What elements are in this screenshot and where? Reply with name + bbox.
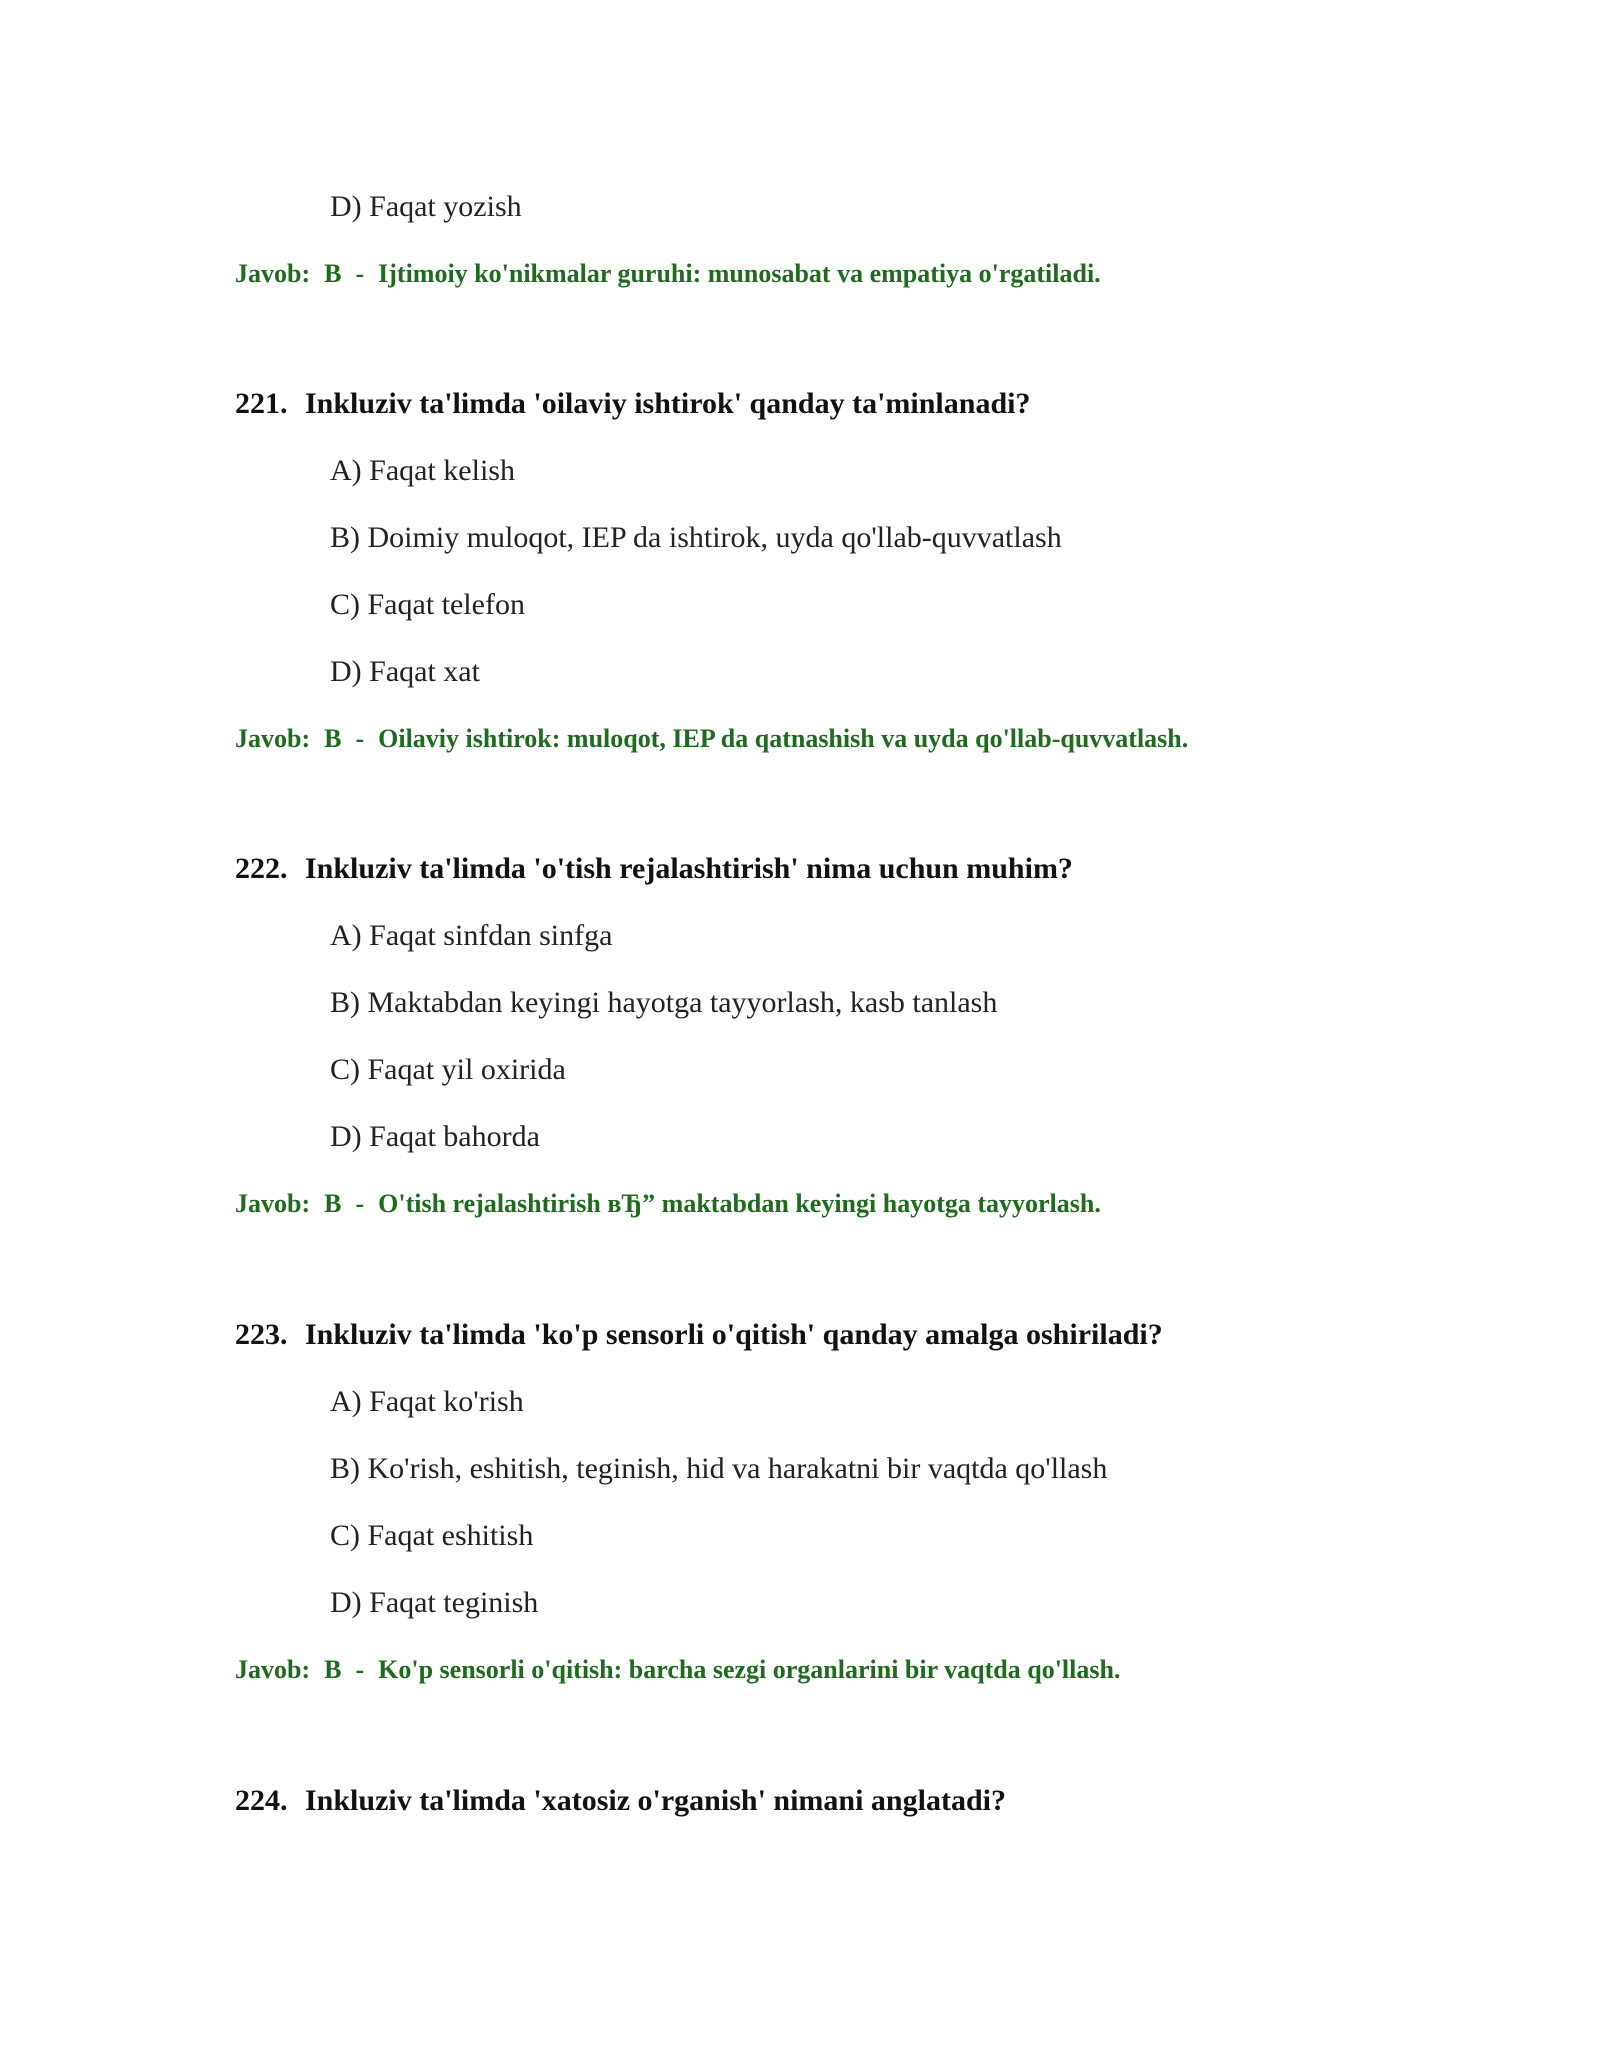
question-221: [235, 389, 1030, 419]
answer-separator: -: [355, 1189, 365, 1218]
question-223: [235, 1320, 1163, 1350]
answer-separator: -: [355, 724, 365, 753]
option-c: C) Faqat telefon: [330, 588, 525, 621]
option-b: B) Doimiy muloqot, IEP da ishtirok, uyda qo'llab-quvvatlash: [330, 521, 1062, 554]
option-a: A) Faqat sinfdan sinfga: [330, 919, 613, 952]
option-d: D) Faqat bahorda: [330, 1120, 540, 1153]
answer-letter: B: [324, 1189, 342, 1218]
answer-letter: B: [324, 259, 342, 288]
answer-line: [235, 261, 1101, 287]
answer-letter: B: [324, 1655, 342, 1684]
question-number: 224.: [235, 1784, 288, 1817]
option-a: A) Faqat kelish: [330, 454, 515, 487]
answer-text: O'tish rejalashtirish вЂ” maktabdan keyingi hayotga tayyorlash.: [378, 1189, 1101, 1218]
answer-label: Javob:: [235, 1655, 311, 1684]
answer-text: Oilaviy ishtirok: muloqot, IEP da qatnashish va uyda qo'llab-quvvatlash.: [378, 724, 1189, 753]
question-224: [235, 1786, 1006, 1816]
answer-text: Ko'p sensorli o'qitish: barcha sezgi organlarini bir vaqtda qo'llash.: [378, 1655, 1121, 1684]
option-d: D) Faqat xat: [330, 655, 480, 688]
option-b: B) Maktabdan keyingi hayotga tayyorlash, kasb tanlash: [330, 986, 998, 1019]
question-text: Inkluziv ta'limda 'ko'p sensorli o'qitish' qanday amalga oshiriladi?: [305, 1318, 1163, 1351]
option-a: A) Faqat ko'rish: [330, 1385, 524, 1418]
option-c: C) Faqat eshitish: [330, 1519, 534, 1552]
answer-label: Javob:: [235, 1189, 311, 1218]
answer-text: Ijtimoiy ko'nikmalar guruhi: munosabat va empatiya o'rgatiladi.: [378, 259, 1101, 288]
question-number: 222.: [235, 852, 288, 885]
question-text: Inkluziv ta'limda 'o'tish rejalashtirish' nima uchun muhim?: [305, 852, 1073, 885]
answer-separator: -: [355, 259, 365, 288]
question-text: Inkluziv ta'limda 'oilaviy ishtirok' qanday ta'minlanadi?: [305, 387, 1031, 420]
question-number: 221.: [235, 387, 288, 420]
option-c: C) Faqat yil oxirida: [330, 1053, 566, 1086]
question-222: [235, 854, 1073, 884]
answer-letter: B: [324, 724, 342, 753]
answer-line: [235, 1191, 1101, 1217]
answer-label: Javob:: [235, 724, 311, 753]
option-b: B) Ko'rish, eshitish, teginish, hid va harakatni bir vaqtda qo'llash: [330, 1452, 1108, 1485]
option-d: D) Faqat yozish: [330, 190, 522, 223]
question-number: 223.: [235, 1318, 288, 1351]
answer-label: Javob:: [235, 259, 311, 288]
question-text: Inkluziv ta'limda 'xatosiz o'rganish' nimani anglatadi?: [305, 1784, 1006, 1817]
answer-line: [235, 726, 1188, 752]
answer-line: [235, 1657, 1120, 1683]
option-d: D) Faqat teginish: [330, 1586, 539, 1619]
answer-separator: -: [355, 1655, 365, 1684]
